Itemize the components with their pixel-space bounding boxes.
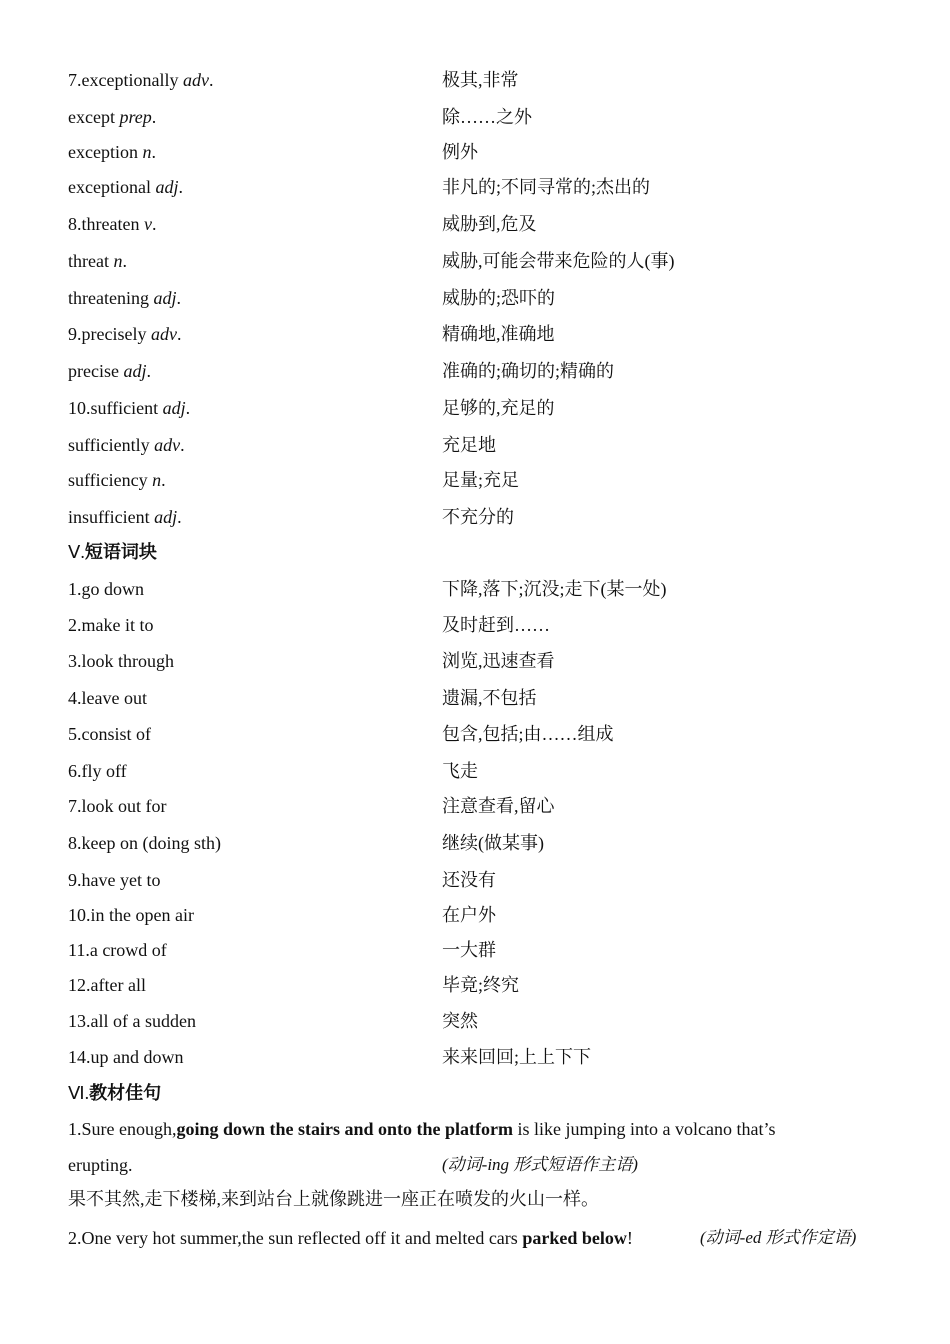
phrase-meaning: 包含,包括;由……组成 <box>442 724 614 744</box>
section-title: 短语词块 <box>84 542 157 563</box>
phrase-row <box>68 571 888 607</box>
phrase-row <box>68 897 888 933</box>
vocab-headword: except <box>68 107 115 127</box>
sentence-highlight: parked below <box>522 1228 627 1248</box>
part-of-speech: adv <box>154 435 181 455</box>
phrase-meaning: 飞走 <box>442 761 478 781</box>
vocab-row <box>68 134 888 170</box>
vocab-row <box>68 206 888 242</box>
sentence-2 <box>68 1220 888 1256</box>
part-of-speech: v <box>143 214 152 234</box>
vocab-headword: precise <box>68 361 119 381</box>
phrase-row <box>68 1003 888 1039</box>
part-of-speech: adv <box>182 70 209 90</box>
section-numeral: Ⅴ. <box>68 542 85 562</box>
phrase-row <box>68 643 888 679</box>
phrase-meaning: 下降,落下;沉没;走下(某一处) <box>442 579 667 599</box>
vocab-headword: exceptional <box>68 177 151 197</box>
part-of-speech: n <box>152 470 162 490</box>
vocab-headword: threatening <box>68 288 149 308</box>
phrase-meaning: 注意查看,留心 <box>442 796 555 816</box>
vocab-headword: threat <box>68 251 109 271</box>
phrase-row <box>68 753 888 789</box>
section-heading-phrases <box>68 534 157 571</box>
part-of-speech: prep <box>119 107 152 127</box>
sentence-highlight: going down the stairs and onto the platform <box>176 1119 514 1139</box>
phrase-meaning: 浏览,迅速查看 <box>442 651 555 671</box>
vocab-word: 9.precisely adv. <box>68 324 182 344</box>
vocab-row <box>68 390 888 426</box>
vocab-meaning: 精确地,准确地 <box>442 324 555 344</box>
phrase-row <box>68 932 888 968</box>
phrase-english: 4.leave out <box>68 688 147 708</box>
vocab-headword: precisely <box>81 324 147 344</box>
phrase-row <box>68 607 888 643</box>
phrase-english: 2.make it to <box>68 615 154 635</box>
phrase-row <box>68 1039 888 1075</box>
vocab-word: exception n. <box>68 142 156 162</box>
part-of-speech: adj <box>155 177 179 197</box>
sentence-text: erupting. <box>68 1155 133 1175</box>
part-of-speech: adj <box>162 398 186 418</box>
vocab-word: threatening adj. <box>68 288 181 308</box>
phrase-row <box>68 967 888 1003</box>
phrase-english: 12.after all <box>68 975 146 995</box>
vocab-row <box>68 62 888 98</box>
phrase-meaning: 突然 <box>442 1011 478 1031</box>
vocab-headword: exception <box>68 142 138 162</box>
phrase-english: 10.in the open air <box>68 905 194 925</box>
phrase-row <box>68 716 888 752</box>
vocab-row <box>68 99 888 135</box>
vocab-row <box>68 427 888 463</box>
vocab-number: 9. <box>68 324 82 344</box>
phrase-english: 11.a crowd of <box>68 940 167 960</box>
grammar-note: (动词-ing 形式短语作主语) <box>442 1155 638 1174</box>
vocab-number: 8. <box>68 214 82 234</box>
phrase-meaning: 来来回回;上上下下 <box>442 1047 592 1067</box>
vocab-meaning: 威胁到,危及 <box>442 214 537 234</box>
section-numeral: Ⅵ. <box>68 1083 90 1103</box>
vocab-word: 7.exceptionally adv. <box>68 70 214 90</box>
vocab-meaning: 充足地 <box>442 435 496 455</box>
vocab-row <box>68 499 888 535</box>
vocab-headword: exceptionally <box>81 70 179 90</box>
vocab-headword: insufficient <box>68 507 150 527</box>
part-of-speech: adv <box>150 324 177 344</box>
sentence-text: 2.One very hot summer,the sun reflected off it and melted cars <box>68 1228 523 1248</box>
vocab-number: 7. <box>68 70 82 90</box>
vocab-meaning: 威胁,可能会带来危险的人(事) <box>442 251 675 271</box>
phrase-meaning: 还没有 <box>442 870 496 890</box>
sentence-1-line-1 <box>68 1111 888 1147</box>
vocab-meaning: 准确的;确切的;精确的 <box>442 361 615 381</box>
part-of-speech: n <box>142 142 152 162</box>
part-of-speech: adj <box>153 288 177 308</box>
vocab-row <box>68 280 888 316</box>
sentence-1-line-2 <box>68 1147 888 1183</box>
section-title: 教材佳句 <box>89 1083 162 1104</box>
phrase-english: 5.consist of <box>68 724 151 744</box>
sentence-text: is like jumping into a volcano that’s <box>513 1119 776 1139</box>
phrase-row <box>68 680 888 716</box>
vocab-headword: sufficiency <box>68 470 148 490</box>
vocab-word: precise adj. <box>68 361 151 381</box>
sentence-text: ! <box>626 1228 633 1248</box>
vocab-meaning: 除……之外 <box>442 107 532 127</box>
phrase-row <box>68 788 888 824</box>
vocab-word: 10.sufficient adj. <box>68 398 191 418</box>
vocab-word: sufficiency n. <box>68 470 166 490</box>
part-of-speech: adj <box>154 507 178 527</box>
vocab-meaning: 不充分的 <box>442 507 514 527</box>
vocab-word: except prep. <box>68 107 157 127</box>
vocab-headword: sufficient <box>90 398 159 418</box>
phrase-english: 3.look through <box>68 651 174 671</box>
vocab-meaning: 足量;充足 <box>442 470 520 490</box>
vocab-row <box>68 243 888 279</box>
vocab-row <box>68 169 888 205</box>
vocab-meaning: 威胁的;恐吓的 <box>442 288 556 308</box>
sentence-1-translation: 果不其然,走下楼梯,来到站台上就像跳进一座正在喷发的火山一样。 <box>68 1189 599 1209</box>
vocab-word: 8.threaten v. <box>68 214 157 234</box>
phrase-english: 14.up and down <box>68 1047 184 1067</box>
vocab-number: 10. <box>68 398 91 418</box>
phrase-row <box>68 825 888 861</box>
phrase-meaning: 在户外 <box>442 905 496 925</box>
vocab-word: insufficient adj. <box>68 507 182 527</box>
phrase-english: 7.look out for <box>68 796 167 816</box>
part-of-speech: adj <box>123 361 147 381</box>
vocab-meaning: 非凡的;不同寻常的;杰出的 <box>442 177 651 197</box>
phrase-english: 6.fly off <box>68 761 127 781</box>
sentence-text: 1.Sure enough, <box>68 1119 177 1139</box>
section-heading-sentences <box>68 1075 161 1112</box>
vocab-meaning: 足够的,充足的 <box>442 398 555 418</box>
vocab-word: threat n. <box>68 251 127 271</box>
phrase-meaning: 遗漏,不包括 <box>442 688 537 708</box>
phrase-meaning: 毕竟;终究 <box>442 975 520 995</box>
vocab-word: exceptional adj. <box>68 177 183 197</box>
phrase-english: 13.all of a sudden <box>68 1011 196 1031</box>
phrase-row <box>68 862 888 898</box>
phrase-english: 9.have yet to <box>68 870 161 890</box>
phrase-meaning: 继续(做某事) <box>442 833 544 853</box>
phrase-meaning: 一大群 <box>442 940 496 960</box>
vocab-row <box>68 316 888 352</box>
vocab-headword: threaten <box>81 214 140 234</box>
vocab-headword: sufficiently <box>68 435 150 455</box>
phrase-english: 8.keep on (doing sth) <box>68 833 221 853</box>
vocab-meaning: 极其,非常 <box>442 70 519 90</box>
vocab-word: sufficiently adv. <box>68 435 185 455</box>
grammar-note: (动词-ed 形式作定语) <box>700 1228 857 1247</box>
phrase-english: 1.go down <box>68 579 144 599</box>
phrase-meaning: 及时赶到…… <box>442 615 550 635</box>
vocab-row <box>68 462 888 498</box>
vocab-meaning: 例外 <box>442 142 478 162</box>
part-of-speech: n <box>113 251 123 271</box>
vocab-row <box>68 353 888 389</box>
